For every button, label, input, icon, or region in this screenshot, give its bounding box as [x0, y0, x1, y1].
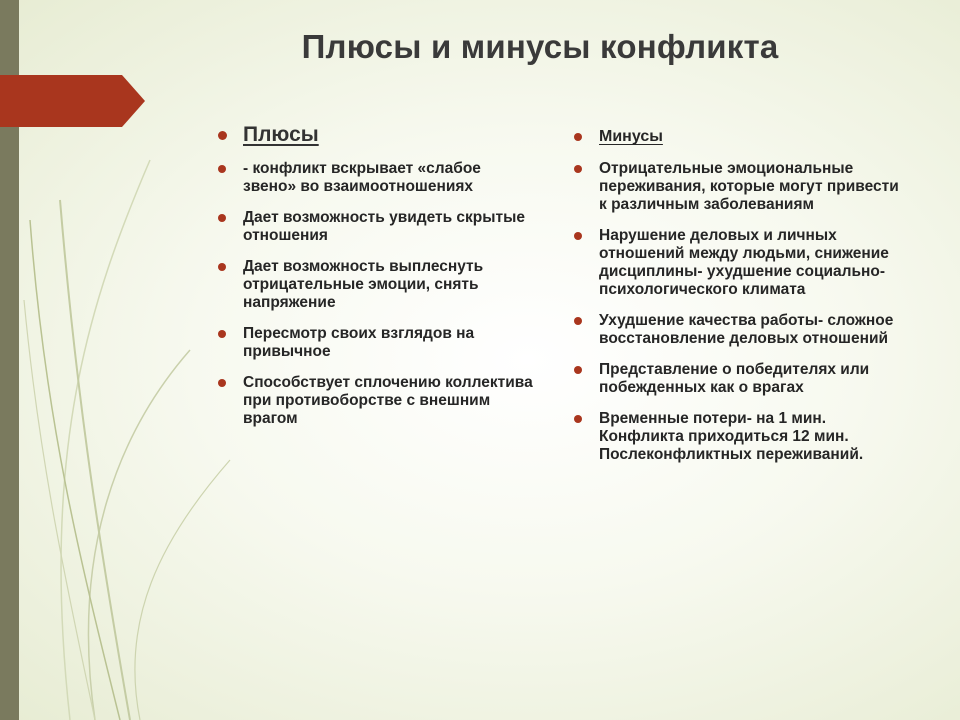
- bullet-dot-icon: [218, 379, 226, 387]
- bullet-dot-icon: [574, 317, 582, 325]
- list-item-text: - конфликт вскрывает «слабое звено» во взаимоотношениях: [243, 160, 481, 195]
- list-item: [572, 312, 902, 348]
- bullet-dot-icon: [574, 232, 582, 240]
- list-item: [216, 325, 536, 361]
- list-item-text: Временные потери- на 1 мин. Конфликта приходиться 12 мин. Послеконфликтных переживаний.: [599, 410, 864, 463]
- pros-heading-text: Плюсы: [243, 123, 319, 146]
- list-item-text: Способствует сплочению коллектива при противоборстве с внешним врагом: [243, 374, 533, 427]
- list-item-text: Дает возможность выплеснуть отрицательные эмоции, снять напряжение: [243, 258, 484, 311]
- list-item-text: Отрицательные эмоциональные переживания, которые могут привести к различным заболеваниям: [599, 160, 899, 213]
- bullet-dot-icon: [574, 133, 582, 141]
- bullet-dot-icon: [218, 330, 226, 338]
- list-item: [572, 227, 902, 299]
- list-item-text: Нарушение деловых и личных отношений между людьми, снижение дисциплины- ухудшение социально-психологического климата: [599, 227, 889, 298]
- bullet-dot-icon: [574, 165, 582, 173]
- list-item-text: Дает возможность увидеть скрытые отношения: [243, 209, 525, 244]
- list-item-text: Представление о победителях или побежденных как о врагах: [599, 361, 870, 396]
- cons-list: [572, 122, 902, 477]
- cons-heading: [572, 126, 902, 148]
- list-item: [216, 374, 536, 428]
- slide-title: Плюсы и минусы конфликта: [301, 28, 779, 65]
- list-item: [572, 410, 902, 464]
- list-item: [572, 160, 902, 214]
- cons-heading-text: Минусы: [599, 128, 663, 145]
- bullet-dot-icon: [218, 131, 227, 140]
- pros-heading: [216, 122, 536, 148]
- bullet-dot-icon: [574, 366, 582, 374]
- list-item: [216, 160, 536, 196]
- bullet-dot-icon: [218, 214, 226, 222]
- bullet-dot-icon: [218, 263, 226, 271]
- list-item: [572, 361, 902, 397]
- list-item: [216, 209, 536, 245]
- bullet-dot-icon: [218, 165, 226, 173]
- bullet-dot-icon: [574, 415, 582, 423]
- list-item: [216, 258, 536, 312]
- pros-list: [216, 122, 536, 441]
- list-item-text: Пересмотр своих взглядов на привычное: [243, 325, 475, 360]
- red-arrow-banner: [0, 75, 145, 127]
- list-item-text: Ухудшение качества работы- сложное восстановление деловых отношений: [599, 312, 894, 347]
